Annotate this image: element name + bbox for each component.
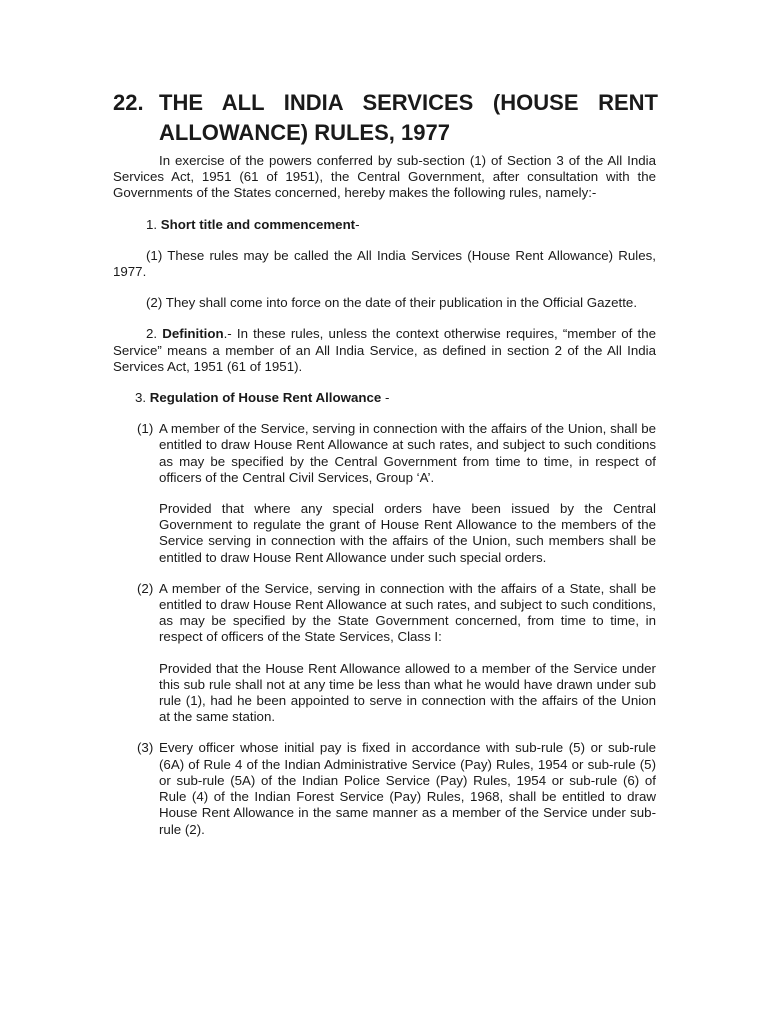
section-1-title: Short title and commencement xyxy=(160,216,356,232)
title-line-1: THE ALL INDIA SERVICES (HOUSE RENT xyxy=(159,90,658,115)
section-1-sub-1: (1) These rules may be called the All India Services (House Rent Allowance) Rules, 1977. xyxy=(113,247,656,280)
section-3-item-2: (2) A member of the Service, serving in connection with the affairs of a State, shall be entitled to draw House Rent Allowance at such rates, and subject to such conditions, as may be specified by the State Government concerned, from time to time, in respect of officers of the State Services, Class I: xyxy=(137,580,656,645)
section-1-sub-2: (2) They shall come into force on the date of their publication in the Official Gazette. xyxy=(146,295,638,311)
title-number: 22. xyxy=(113,90,144,115)
document-body xyxy=(113,153,656,838)
section-1-heading: 1. Short title and commencement- xyxy=(146,216,360,232)
section-3-title: Regulation of House Rent Allowance xyxy=(149,390,382,406)
section-3-heading: 3. Regulation of House Rent Allowance - xyxy=(135,390,390,406)
title-line-2: ALLOWANCE) RULES, 1977 xyxy=(159,120,450,145)
section-3-item-1: (1) A member of the Service, serving in connection with the affairs of the Union, shall be entitled to draw House Rent Allowance at such rates, and subject to such conditions as may be specified by the Central Government from time to time, in respect of officers of the Central Civil Services, Group ‘A’. xyxy=(137,421,656,485)
section-3-item-3: (3) Every officer whose initial pay is fixed in accordance with sub-rule (5) or sub-rule (6A) of Rule 4 of the Indian Administrative Service (Pay) Rules, 1954 or sub-rule (5) or sub-rule (5A) of the Indian Police Service (Pay) Rules, 1954 or sub-rule (6) of Rule (4) of the Indian Forest Service (Pay) Rules, 1968, shall be entitled to draw House Rent Allowance in the same manner as a member of the Service under sub-rule (2). xyxy=(137,740,656,837)
section-2-text: .- In these rules, unless the context otherwise requires, “member of the Service” means a member of an All India Service, as defined in section 2 of the All India Services Act, 1951 (61 of 1951). xyxy=(113,326,657,374)
section-3-item-1-proviso: Provided that where any special orders have been issued by the Central Government to regulate the grant of House Rent Allowance to the members of the Service serving in connection with the affairs of the Union, such members shall be entitled to draw House Rent Allowance under such special orders. xyxy=(159,501,656,565)
section-2: 2. Definition.- In these rules, unless the context otherwise requires, “member of the Service” means a member of an All India Service, as defined in section 2 of the All India Services Act, 1951 (61 of 1951). xyxy=(113,326,657,374)
section-2-title: Definition xyxy=(162,326,224,342)
page-title xyxy=(113,88,658,148)
section-3-item-2-proviso: Provided that the House Rent Allowance allowed to a member of the Service under this sub rule shall not at any time be less than what he would have drawn under sub rule (1), had he been appointed to serve in connection with the affairs of the Union at the same station. xyxy=(159,660,656,725)
preamble: In exercise of the powers conferred by sub-section (1) of Section 3 of the All India Services Act, 1951 (61 of 1951), the Central Government, after consultation with the Governments of the States concerned, hereby makes the following rules, namely:- xyxy=(113,153,656,201)
